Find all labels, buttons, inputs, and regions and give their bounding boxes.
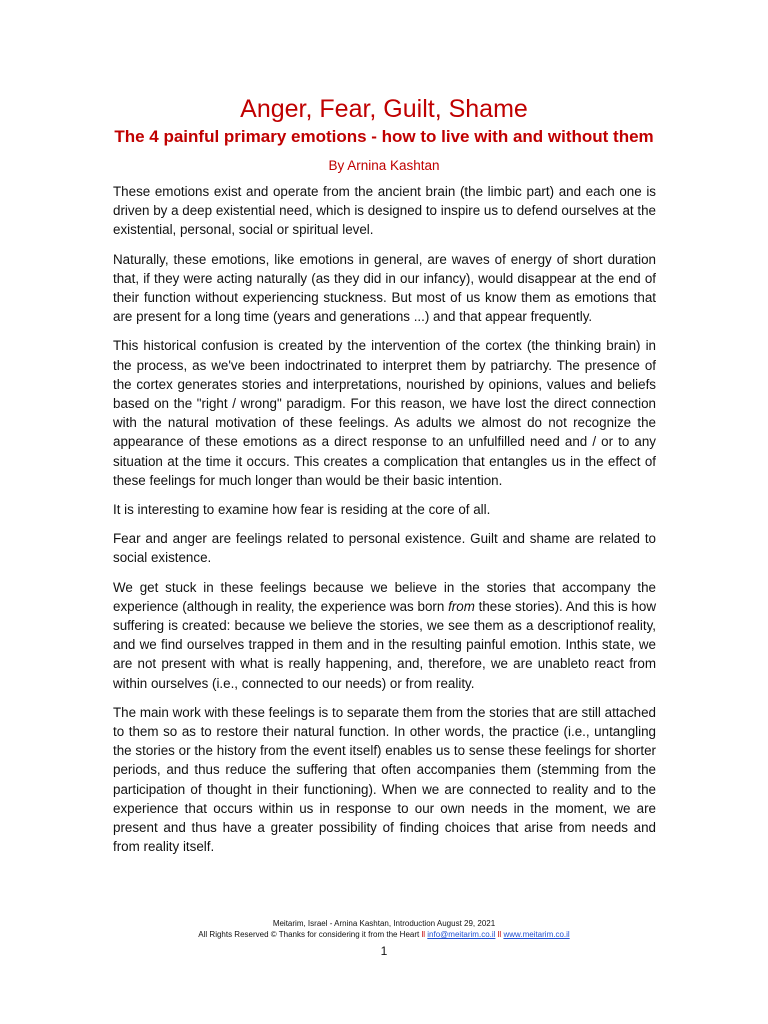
page-footer	[0, 918, 768, 940]
footer-separator: ll	[497, 930, 502, 939]
page-subtitle: The 4 painful primary emotions - how to live with and without them	[114, 127, 654, 146]
paragraph-4: It is interesting to examine how fear is residing at the core of all.	[113, 502, 491, 518]
footer-rights-text: All Rights Reserved © Thanks for considering it from the Heart	[198, 930, 420, 939]
paragraph-6	[113, 578, 656, 693]
page-number: 1	[380, 944, 388, 958]
paragraph-1: These emotions exist and operate from the ancient brain (the limbic part) and each one is driven by a deep existential need, which is designed to inspire us to defend ourselves at the existential, personal, social or spiritual level.	[113, 184, 656, 238]
paragraph-7: The main work with these feelings is to separate them from the stories that are still attached to them so as to restore their natural function. In other words, the practice (i.e., untangling the stories or the history from the event itself) enables us to sense these feelings for shorter periods, and thus reduce the suffering that often accompanies them (stemming from the participation of thought in their functioning). When we are connected to reality and to the experience that occurs within us in response to our own needs in the moment, we are present and thus have a greater possibility of finding choices that arise from needs and from reality itself.	[113, 704, 656, 855]
paragraph-6-before: We get stuck in these feelings because we believe in the stories that accompany the experience (although in reality, the experience was born	[113, 579, 656, 614]
footer-separator: ll	[421, 930, 426, 939]
page-title: Anger, Fear, Guilt, Shame	[240, 95, 528, 123]
paragraph-6-after: these stories). And this is how suffering is created: because we believe the stories, we see them as a descriptionof reality, and we find ourselves trapped in them and in the resulting painful emotion. Inthis state, we are not present with what is really happening, and, therefore, we are unableto react from within ourselves (i.e., connected to our needs) or from reality.	[113, 598, 657, 691]
paragraph-3: This historical confusion is created by the intervention of the cortex (the thinking brain) in the process, as we've been indoctrinated to interpret them by patriarchy. The presence of the cortex generates stories and interpretations, nourished by opinions, values and beliefs based on the "right / wrong" paradigm. For this reason, we have lost the direct connection with the natural motivation of these feelings. As adults we almost do not recognize the appearance of these emotions as a direct response to an unfulfilled need and / or to any situation at the time it occurs. This creates a complication that entangles us in the effect of these feelings for much longer than would be their basic intention.	[113, 338, 656, 488]
footer-line-2	[0, 929, 768, 940]
website-link[interactable]: www.meitarim.co.il	[503, 930, 570, 939]
email-link[interactable]: info@meitarim.co.il	[427, 930, 496, 939]
author-byline: By Arnina Kashtan	[328, 158, 440, 173]
paragraph-5: Fear and anger are feelings related to personal existence. Guilt and shame are related to social existence.	[113, 531, 656, 566]
article-body	[113, 182, 656, 867]
paragraph-6-emphasis: from	[448, 598, 475, 614]
paragraph-2: Naturally, these emotions, like emotions in general, are waves of energy of short duration that, if they were acting naturally (as they did in our infancy), would disappear at the end of their function without experiencing stuckness. But most of us know them as emotions that are present for a long time (years and generations ...) and that appear frequently.	[113, 251, 656, 325]
footer-line-1: Meitarim, Israel - Arnina Kashtan, Introduction August 29, 2021	[272, 919, 496, 928]
